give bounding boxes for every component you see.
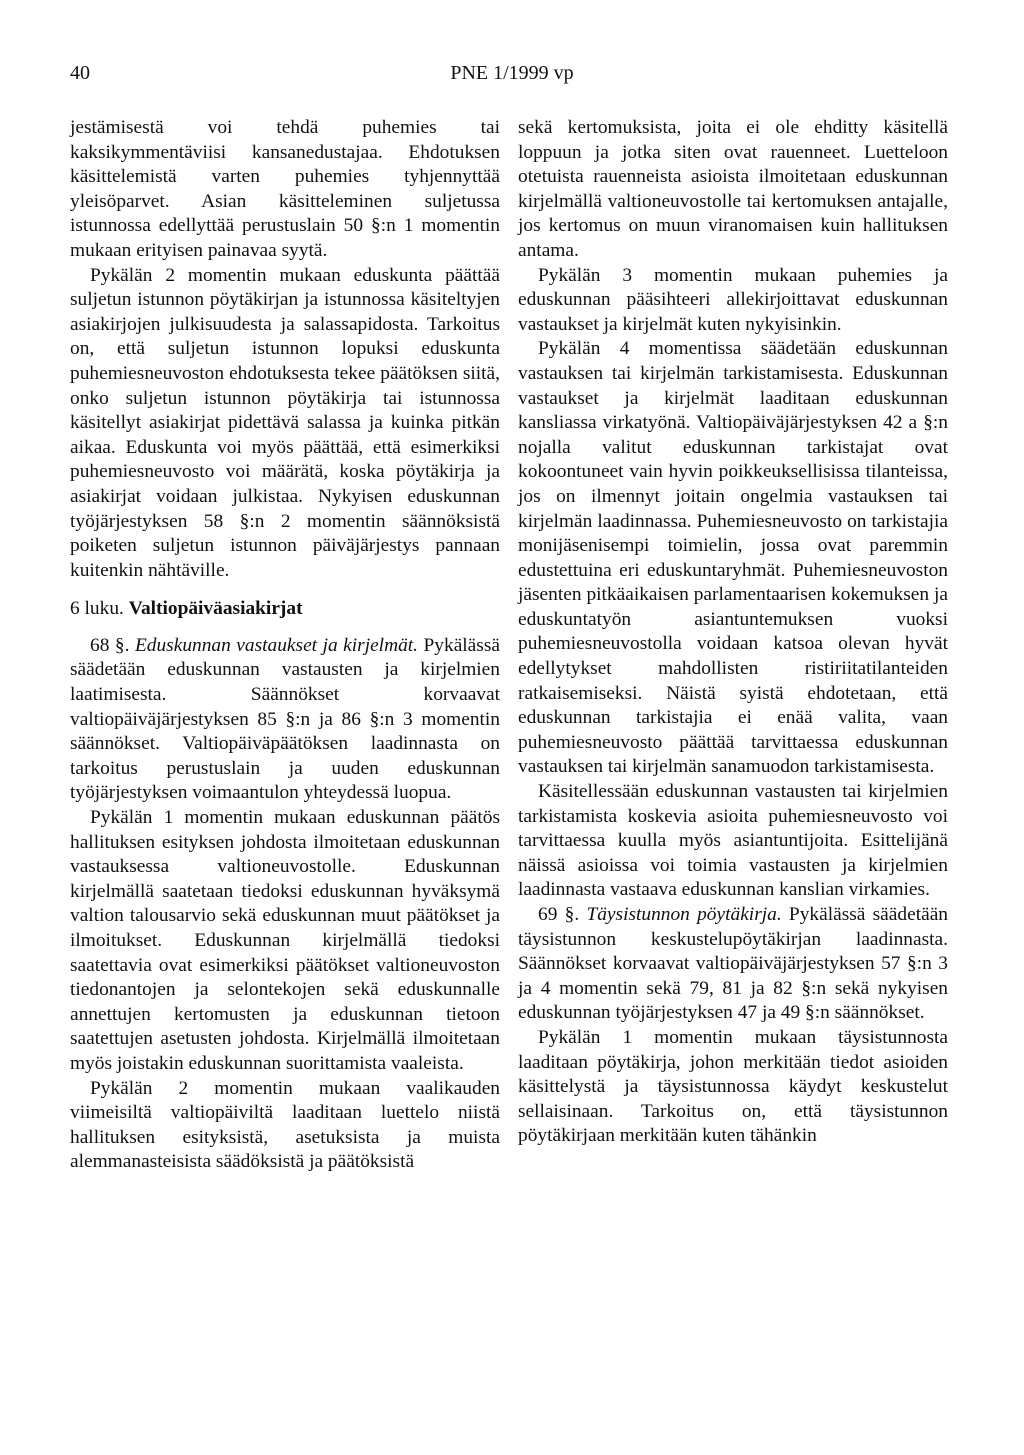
paragraph: Pykälän 3 momentin mukaan puhemies ja eduskunnan pääsihteeri allekirjoittavat eduskunnan vastaukset ja kirjelmät kuten nykyisinkin. <box>518 264 948 335</box>
paragraph: Pykälän 2 momentin mukaan eduskunta päättää suljetun istunnon pöytäkirjan ja istunnossa käsiteltyjen asiakirjojen julkisuudesta ja salassapidosta. Tarkoitus on, että suljetun istunnon lopuksi eduskunta puhemiesneuvoston ehdotuksesta tekee päätöksen siitä, onko suljetun istunnon pöytäkirja tai istunnossa käsitellyt asiakirjat pidettävä salassa ja kuinka pitkän aikaa. Eduskunta voi myös päättää, että esimerkiksi puhemiesneuvosto voi määrätä, koska pöytäkirja ja asiakirjat voidaan julkistaa. Nykyisen eduskunnan työjärjestyksen 58 §:n 2 momentin säännöksistä poiketen suljetun istunnon päiväjärjestys pannaan kuitenkin nähtäville. <box>70 264 500 581</box>
paragraph: Pykälän 2 momentin mukaan vaalikauden viimeisiltä valtiopäiviltä laaditaan luettelo niistä hallituksen esityksistä, asetuksista ja muista alemmanasteisista säädöksistä ja päätöksistä <box>70 1077 500 1173</box>
paragraph: Pykälän 1 momentin mukaan täysistunnosta laaditaan pöytäkirja, johon merkitään tiedot asioiden käsittelystä ja täysistunnossa käydyt keskustelut sellaisinaan. Tarkoitus on, että täysistunnon pöytäkirjaan merkitään kuten tähänkin <box>518 1026 948 1147</box>
paragraph: Pykälän 4 momentissa säädetään eduskunnan vastauksen tai kirjelmän tarkistamisesta. Eduskunnan vastaukset ja kirjelmät laaditaan eduskunnan kansliassa virkatyönä. Valtiopäiväjärjestyksen 42 a §:n nojalla valitut eduskunnan tarkistajat ovat kokoontuneet vain hyvin poikkeuksellisissa tilanteissa, jos on ilmennyt joitain ongelmia vastauksen tai kirjelmän laadinnassa. Puhemiesneuvosto on tarkistajia monijäsenisempi toimielin, jossa ovat paremmin edustettuina eri eduskuntaryhmät. Puhemiesneuvoston jäsenten pitkäaikaisen parlamentaarisen kokemuksen ja eduskuntatyön asiantuntemuksen vuoksi puhemiesneuvostolla voidaan katsoa olevan hyvät edellytykset mahdollisten ristiriitatilanteiden ratkaisemiseksi. Näistä syistä ehdotetaan, että eduskunnan tarkistajia ei enää valita, vaan puhemiesneuvosto päättää tarvittaessa eduskunnan vastauksen tai kirjelmän sanamuodon tarkistamisesta. <box>518 338 948 778</box>
section-number: 68 §. <box>90 634 135 656</box>
chapter-prefix: 6 luku. <box>70 598 129 620</box>
section-number: 69 §. <box>538 904 587 925</box>
page-number: 40 <box>70 62 90 84</box>
section-title: Eduskunnan vastaukset ja kirjelmät. <box>134 634 419 656</box>
right-column <box>518 116 948 1149</box>
chapter-heading <box>70 597 500 622</box>
section-text: Pykälässä säädetään eduskunnan vastausten ja kirjelmien laatimisesta. Säännökset korvaavat valtiopäiväjärjestyksen 85 §:n ja 86 §:n 3 momentin säännökset. Valtiopäiväpäätöksen laadinnasta on tarkoitus perustuslain ja uuden eduskunnan työjärjestyksen voimaantulon yhteydessä luopua. <box>70 634 500 804</box>
left-column <box>70 116 500 1175</box>
paragraph: Pykälän 1 momentin mukaan eduskunnan päätös hallituksen esityksen johdosta ilmoitetaan eduskunnan vastauksessa valtioneuvostolle. Eduskunnan kirjelmällä saatetaan tiedoksi eduskunnan hyväksymä valtion talousarvio sekä eduskunnan muut päätökset ja ilmoitukset. Eduskunnan kirjelmällä tiedoksi saatettavia ovat esimerkiksi päätökset valtioneuvoston tiedonantojen ja selontekojen sekä eduskunnalle annettujen kertomusten ja eduskunnan tietoon saatettujen asetusten johdosta. Kirjelmällä ilmoitetaan myös joistakin eduskunnan suorittamista vaaleista. <box>70 807 500 1074</box>
paragraph: sekä kertomuksista, joita ei ole ehditty käsitellä loppuun ja jotka siten ovat rauenneet. Luetteloon otetuista rauenneista asioista ilmoitetaan eduskunnan kirjelmällä valtioneuvostolle tai kertomuksen antajalle, jos kertomus on muun viranomaisen kuin hallituksen antama. <box>518 117 948 261</box>
paragraph: jestämisestä voi tehdä puhemies tai kaksikymmentäviisi kansanedustajaa. Ehdotuksen käsittelemistä varten puhemies tyhjennyttää yleisöparvet. Asian käsitteleminen suljetussa istunnossa edellyttää perustuslain 50 §:n 1 momentin mukaan erityisen painavaa syytä. <box>70 117 500 261</box>
section-paragraph <box>70 634 500 806</box>
section-title: Täysistunnon pöytäkirja. <box>586 904 782 925</box>
page-header <box>0 62 1024 92</box>
section-paragraph <box>518 903 948 1026</box>
paragraph: Käsitellessään eduskunnan vastausten tai kirjelmien tarkistamista koskevia asioita puhemiesneuvosto voi tarvittaessa kuulla myös asiantuntijoita. Esittelijänä näissä asioissa voi toimia vastausten ja kirjelmien laadinnasta vastaava eduskunnan kanslian virkamies. <box>518 781 948 901</box>
chapter-title: Valtiopäiväasiakirjat <box>128 598 303 620</box>
section-text: Pykälässä säädetään täysistunnon keskustelupöytäkirjan laadinnasta. Säännökset korvaavat valtiopäiväjärjestyksen 57 §:n 3 ja 4 momentin sekä 79, 81 ja 82 §:n sekä nykyisen eduskunnan työjärjestyksen 47 ja 49 §:n säännökset. <box>518 904 948 1024</box>
document-id: PNE 1/1999 vp <box>450 62 574 84</box>
